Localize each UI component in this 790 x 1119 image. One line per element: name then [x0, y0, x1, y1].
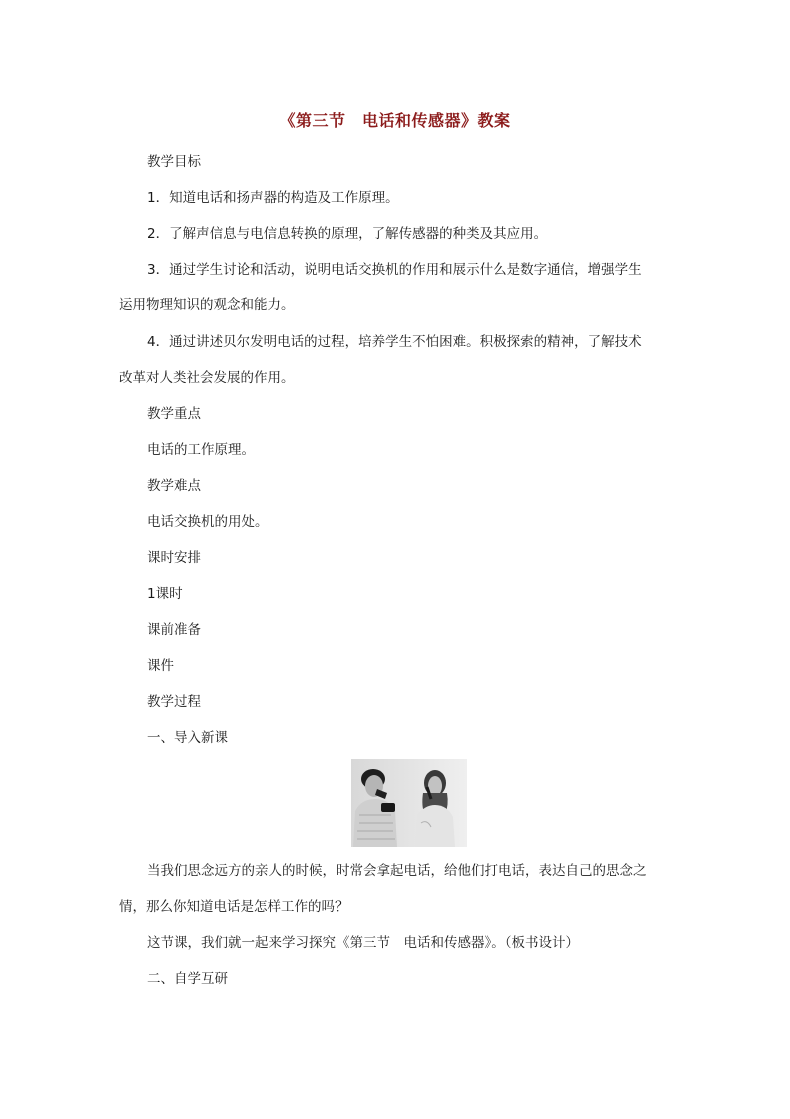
para1-line-2: 情，那么你知道电话是怎样工作的吗？: [119, 899, 349, 915]
objective-4-line-1: 4．通过讲述贝尔发明电话的过程，培养学生不怕困难。积极探索的精神，了解技术: [147, 334, 642, 350]
objectives-heading: 教学目标: [147, 154, 201, 170]
schedule-text: 1课时: [147, 586, 183, 602]
objective-3-line-1: 3．通过学生讨论和活动，说明电话交换机的作用和展示什么是数字通信，增强学生: [147, 262, 642, 278]
key-heading: 教学重点: [147, 406, 201, 422]
objective-3-line-2: 运用物理知识的观念和能力。: [119, 297, 295, 313]
difficulty-text: 电话交换机的用处。: [147, 514, 269, 530]
prep-text: 课件: [147, 658, 174, 674]
para2: 这节课，我们就一起来学习探究《第三节 电话和传感器》。（板书设计）: [147, 935, 579, 951]
difficulty-heading: 教学难点: [147, 478, 201, 494]
part1-heading: 一、导入新课: [147, 730, 228, 746]
objective-1: 1．知道电话和扬声器的构造及工作原理。: [147, 190, 399, 206]
para1-line-1: 当我们思念远方的亲人的时候，时常会拿起电话，给他们打电话，表达自己的思念之: [147, 863, 647, 879]
objective-4-line-2: 改革对人类社会发展的作用。: [119, 370, 295, 386]
part2-heading: 二、自学互研: [147, 971, 228, 987]
prep-heading: 课前准备: [147, 622, 201, 638]
key-text: 电话的工作原理。: [147, 442, 255, 458]
phone-call-photo: [351, 759, 467, 847]
process-heading: 教学过程: [147, 694, 201, 710]
schedule-heading: 课时安排: [147, 550, 201, 566]
objective-2: 2．了解声信息与电信息转换的原理，了解传感器的种类及其应用。: [147, 226, 548, 242]
page-title: 《第三节 电话和传感器》教案: [279, 111, 511, 130]
